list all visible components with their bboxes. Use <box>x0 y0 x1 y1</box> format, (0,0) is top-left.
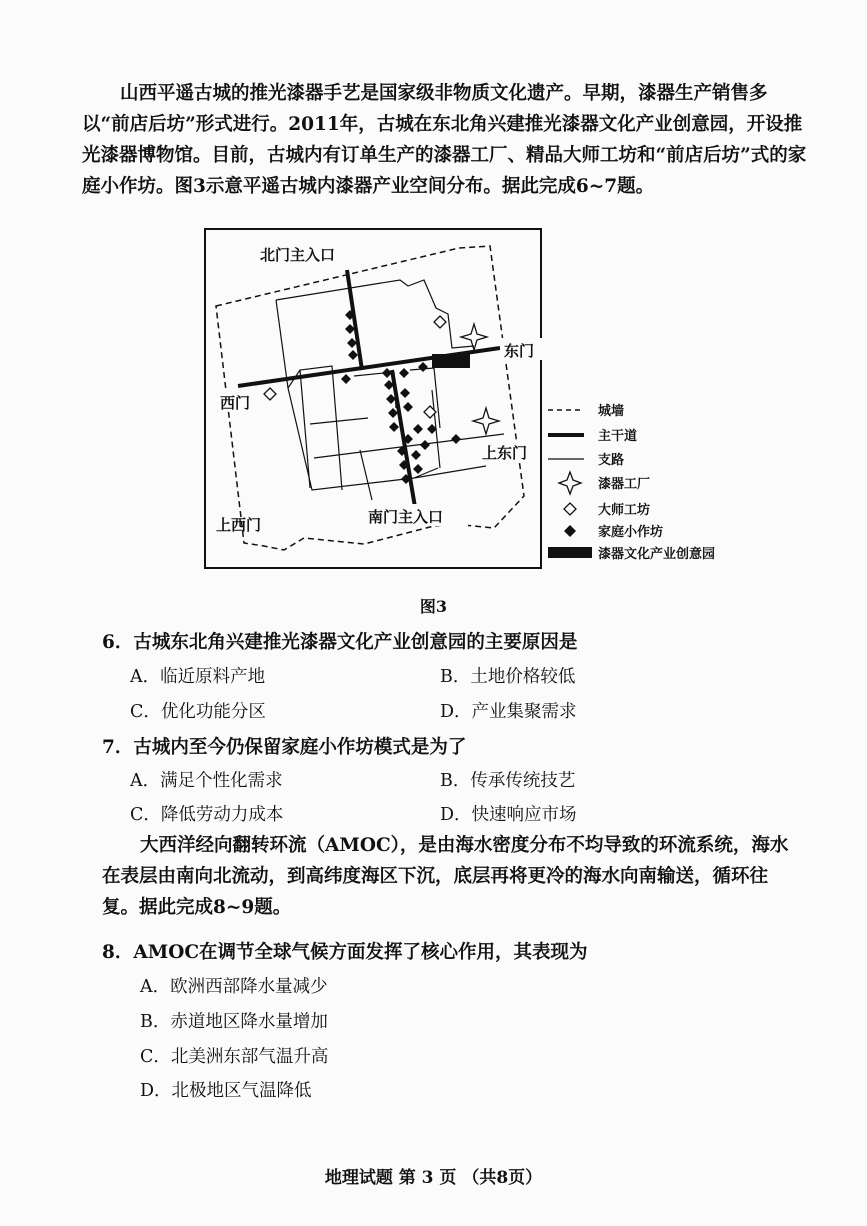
west-gate-label: 西门 <box>220 394 251 412</box>
q7-option-c: C．降低劳动力成本 <box>130 805 284 825</box>
legend-park: 漆器文化产业创意园 <box>598 547 716 562</box>
diamond-icon <box>564 503 576 515</box>
q7-option-a: A．满足个性化需求 <box>130 771 283 791</box>
map-legend <box>548 403 715 562</box>
family-workshop-markers <box>341 310 461 484</box>
upper-east-gate-label: 上东门 <box>482 444 528 462</box>
question-7-stem: 7．古城内至今仍保留家庭小作坊模式是为了 <box>102 737 467 758</box>
page-footer: 地理试题 第 3 页 （共8页） <box>324 1168 543 1188</box>
diamond-icon <box>434 316 446 328</box>
branch-roads <box>276 280 504 500</box>
legend-wall: 城墙 <box>598 404 625 419</box>
north-gate-label: 北门主入口 <box>260 246 336 264</box>
q6-option-b: B．土地价格较低 <box>440 667 576 687</box>
q7-option-b: B．传承传统技艺 <box>440 771 576 791</box>
q7-option-d: D．快速响应市场 <box>440 805 577 825</box>
legend-master-workshop: 大师工坊 <box>598 503 651 518</box>
q8-option-b: B．赤道地区降水量增加 <box>140 1012 328 1032</box>
creative-park <box>432 354 470 368</box>
legend-family-workshop: 家庭小作坊 <box>598 525 664 540</box>
legend-branch-road: 支路 <box>598 453 625 468</box>
intro-paragraph-lacquer: 山西平遥古城的推光漆器手艺是国家级非物质文化遗产。早期，漆器生产销售多以“前店后坊”形式进行。2011年，古城在东北角兴建推光漆器文化产业创意园，开设推光漆器博物馆。目前，古城内有订单生产的漆器工厂、精品大师工坊和“前店后坊”式的家庭小作坊。图3示意平遥古城内漆器产业空间分布。据此完成6~7题。 <box>82 83 807 197</box>
diamond-icon <box>564 525 576 537</box>
q6-option-c: C．优化功能分区 <box>130 702 266 722</box>
intro-paragraph-amoc: 大西洋经向翻转环流（AMOC），是由海水密度分布不均导致的环流系统，海水在表层由南向北流动，到高纬度海区下沉，底层再将更冷的海水向南输送，循环往复。据此完成8~9题。 <box>102 835 789 918</box>
q8-option-a: A．欧洲西部降水量减少 <box>140 977 328 997</box>
upper-west-gate-label: 上西门 <box>216 516 262 534</box>
question-6-stem: 6．古城东北角兴建推光漆器文化产业创意园的主要原因是 <box>102 632 578 653</box>
factory-markers <box>461 324 499 434</box>
q6-option-a: A．临近原料产地 <box>130 667 266 687</box>
q8-option-c: C．北美洲东部气温升高 <box>140 1047 329 1067</box>
legend-main-road: 主干道 <box>598 429 638 444</box>
factory-icon <box>559 472 581 494</box>
diamond-icon <box>264 388 276 400</box>
figure-caption: 图3 <box>419 597 448 616</box>
south-gate-label: 南门主入口 <box>368 508 444 526</box>
lacquer-distribution-map <box>204 228 750 570</box>
q8-option-d: D．北极地区气温降低 <box>140 1081 312 1101</box>
question-8-stem: 8．AMOC在调节全球气候方面发挥了核心作用，其表现为 <box>102 942 588 963</box>
factory-icon <box>473 408 499 434</box>
legend-factory: 漆器工厂 <box>598 477 651 492</box>
q6-option-d: D．产业集聚需求 <box>440 702 577 722</box>
east-gate-label: 东门 <box>504 342 535 360</box>
